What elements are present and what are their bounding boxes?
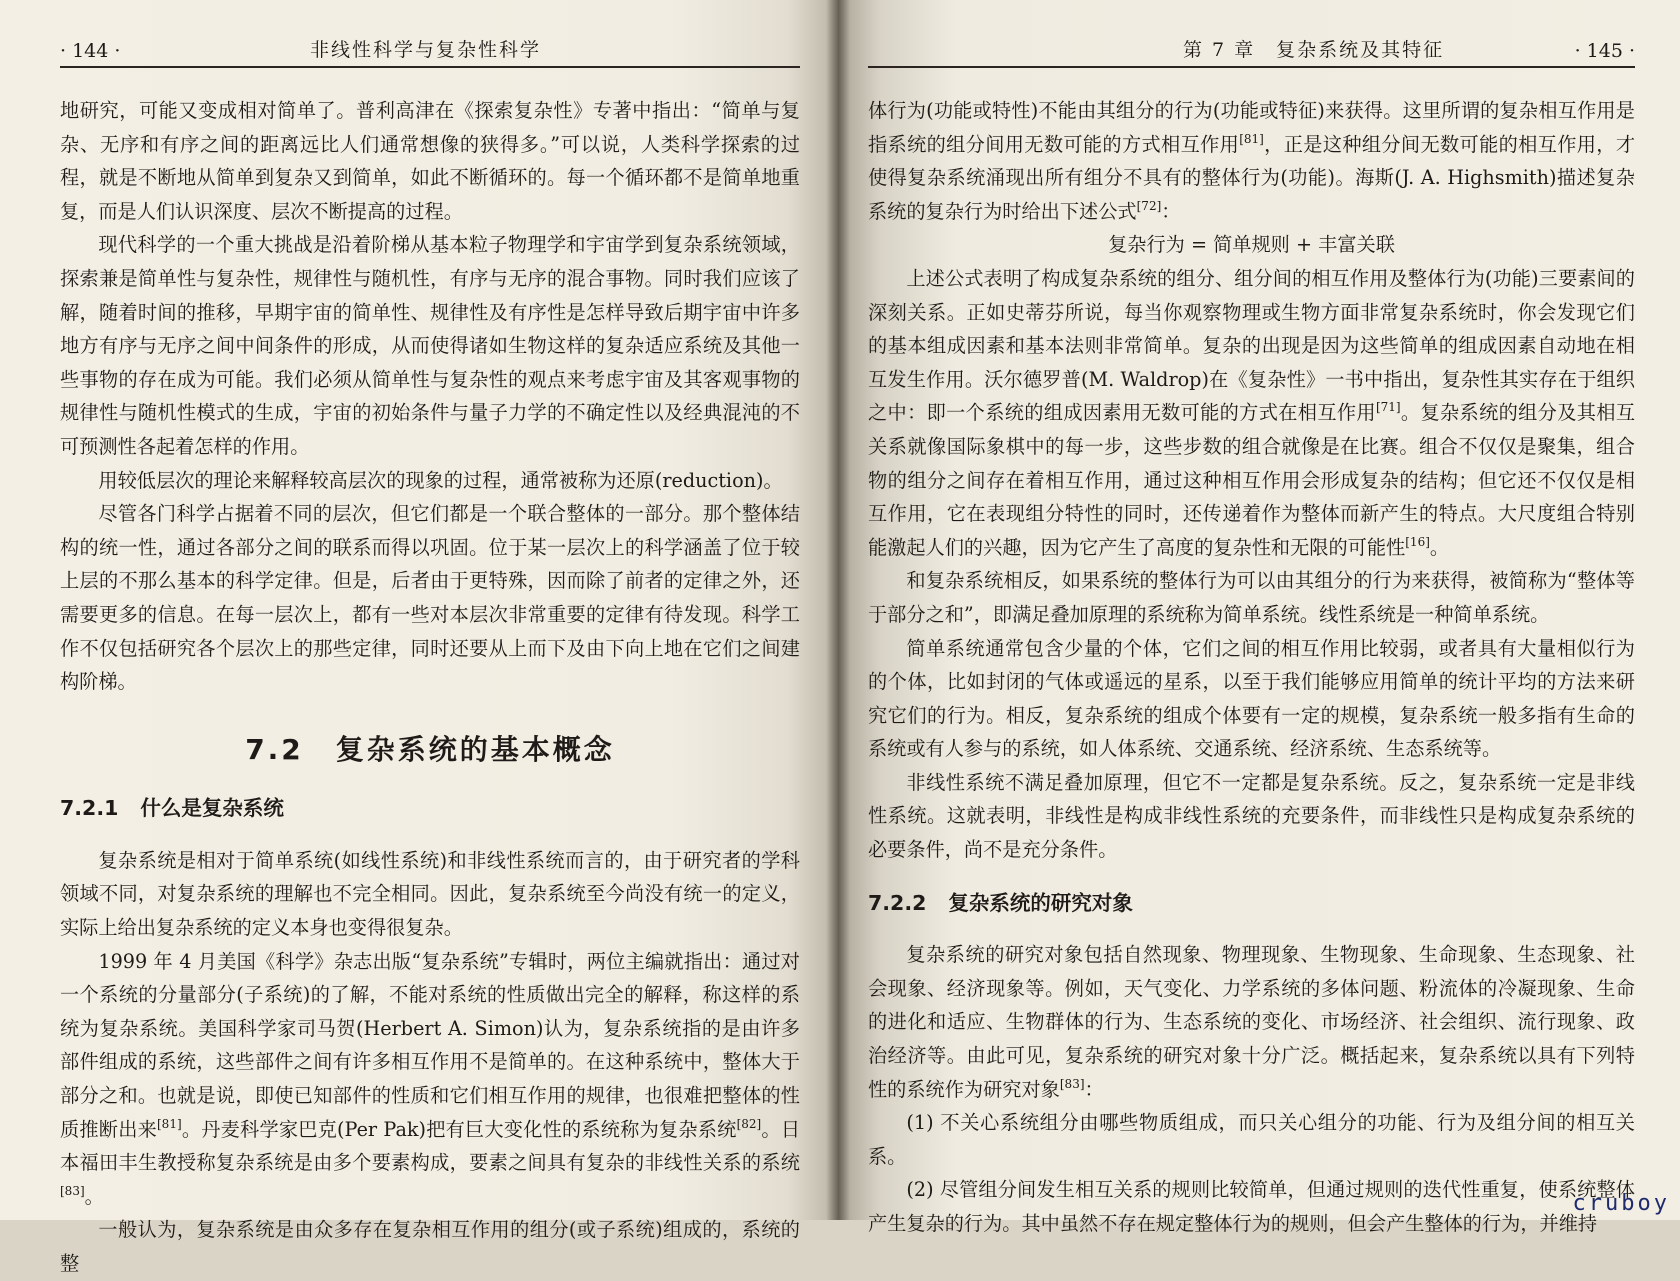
book-title-header: 非线性科学与复杂性科学 — [310, 39, 542, 61]
paragraph: 地研究，可能又变成相对简单了。普利高津在《探索复杂性》专著中指出：“简单与复杂、无序和有序之间的距离远比人们通常想像的狭得多。”可以说，人类科学探索的过程，就是不断地从简单到复杂又到简单，如此不断循环的。每一个循环都不是简单地重复，而是人们认识深度、层次不断提高的过程。 — [60, 99, 800, 223]
list-item: (1) 不关心系统组分由哪些物质组成，而只关心组分的功能、行为及组分间的相互关系。 — [868, 1111, 1635, 1168]
paragraph: 体行为(功能或特性)不能由其组分的行为(功能或特征)来获得。这里所谓的复杂相互作用是指系统的组分间用无数可能的方式相互作用[81]，正是这种组分间无数可能的相互作用，才使得复杂系统涌现出所有组分不具有的整体行为(功能)。海斯(J. A. Highsmith)描述复杂系统的复杂行为时给出下述公式[72]： — [868, 99, 1636, 223]
chapter-title-header: 第 7 章 复杂系统及其特征 — [1183, 39, 1445, 61]
right-page — [838, 0, 1680, 1235]
watermark-text: cruboy — [1572, 1191, 1670, 1216]
left-page-body — [60, 94, 800, 1281]
paragraph: 现代科学的一个重大挑战是沿着阶梯从基本粒子物理学和宇宙学到复杂系统领域，探索兼是简单性与复杂性，规律性与随机性，有序与无序的混合事物。同时我们应该了解，随着时间的推移，早期宇宙的简单性、规律性及有序性是怎样导致后期宇宙中许多地方有序与无序之间中间条件的形成，从而使得诸如生物这样的复杂适应系统及其他一些事物的存在成为可能。我们必须从简单性与复杂性的观点来考虑宇宙及其客观事物的规律性与随机性模式的生成，宇宙的初始条件与量子力学的不确定性以及经典混沌的不可预测性各起着怎样的作用。 — [60, 233, 800, 458]
section-heading — [60, 733, 800, 767]
formula: 复杂行为 = 简单规则 + 丰富关联 — [1108, 233, 1395, 257]
subsection-number: 7.2.2 — [868, 890, 927, 915]
citation: [81] — [1239, 131, 1264, 146]
paragraph: 复杂系统的研究对象包括自然现象、物理现象、生物现象、生命现象、生态现象、社会现象、经济现象等。例如，天气变化、力学系统的多体问题、粉流体的冷凝现象、生命的进化和适应、生物群体的行为、生态系统的变化、市场经济、社会组织、流行现象、政治经济等。由此可见，复杂系统的研究对象十分广泛。概括起来，复杂系统以具有下列特性的系统作为研究对象[83]： — [868, 943, 1635, 1101]
subsection-heading — [60, 792, 800, 826]
subsection-number: 7.2.1 — [60, 796, 119, 821]
citation: [71] — [1375, 400, 1401, 415]
citation: [83] — [1059, 1076, 1085, 1091]
paragraph: 1999 年 4 月美国《科学》杂志出版“复杂系统”专辑时，两位主编就指出：通过对一个系统的分量部分(子系统)的了解，不能对系统的性质做出完全的解释，称这样的系统为复杂系统。美国科学家司马贺(Herbert A. Simon)认为，复杂系统指的是由许多部件组成的系统，这些部件之间有许多相互作用不是简单的。在这种系统中，整体大于部分之和。也就是说，即使已知部件的性质和它们相互作用的规律，也很难把整体的性质推断出来[81]。丹麦科学家巴克(Per Pak)把有巨大变化性的系统称为复杂系统[82]。日本福田丰生教授称复杂系统是由多个要素构成，要素之间具有复杂的非线性关系的系统[83]。 — [60, 949, 801, 1208]
paragraph: 上述公式表明了构成复杂系统的组分、组分间的相互作用及整体行为(功能)三要素间的深刻关系。正如史蒂芬所说，每当你观察物理或生物方面非常复杂系统时，你会发现它们的基本组成因素和基本法则非常简单。复杂的出现是因为这些简单的组成因素自动地在相互发生作用。沃尔德罗普(M. Waldrop)在《复杂性》一书中指出，复杂性其实存在于组织之中：即一个系统的组成因素用无数可能的方式在相互作用[71]。复杂系统的组分及其相互关系就像国际象棋中的每一步，这些步数的组合就像是在比赛。组合不仅仅是聚集，组合物的组分之间存在着相互作用，通过这种相互作用会形成复杂的结构；但它还不仅仅是相互作用，它在表现组分特性的同时，还传递着作为整体而新产生的特点。大尺度组合特别能激起人们的兴趣，因为它产生了高度的复杂性和无限的可能性[16]。 — [868, 266, 1636, 559]
right-page-number: · 145 · — [1574, 40, 1635, 62]
left-page-number: · 144 · — [60, 40, 121, 62]
paragraph: 简单系统通常包含少量的个体，它们之间的相互作用比较弱，或者具有大量相似行为的个体，比如封闭的气体或遥远的星系，以至于我们能够应用简单的统计平均的方法来研究它们的行为。相反，复杂系统的组成个体要有一定的规模，复杂系统一般多指有生命的系统或有人参与的系统，如人体系统、交通系统、经济系统、生态系统等。 — [868, 636, 1635, 761]
right-running-header — [868, 0, 1635, 68]
citation: [83] — [60, 1183, 85, 1198]
paragraph: 非线性系统不满足叠加原理，但它不一定都是复杂系统。反之，复杂系统一定是非线性系统。这就表明，非线性是构成非线性系统的充要条件，而非线性只是构成复杂系统的必要条件，尚不是充分条件。 — [868, 770, 1635, 862]
paragraph: 一般认为，复杂系统是由众多存在复杂相互作用的组分(或子系统)组成的，系统的整 — [60, 1218, 800, 1275]
left-page — [0, 0, 838, 1275]
section-number: 7.2 — [245, 732, 304, 766]
subsection-heading — [868, 887, 1635, 921]
citation: [82] — [736, 1116, 762, 1131]
subsection-title: 复杂系统的研究对象 — [948, 890, 1133, 915]
book-gutter — [826, 0, 850, 1220]
subsection-title: 什么是复杂系统 — [140, 796, 284, 821]
left-running-header — [60, 0, 800, 68]
paragraph: 用较低层次的理论来解释较高层次的现象的过程，通常被称为还原(reduction)。 — [98, 468, 783, 492]
list-item: (2) 尽管组分间发生相互关系的规则比较简单，但通过规则的迭代性重复，使系统整体产生复杂的行为。其中虽然不存在规定整体行为的规则，但会产生整体的行为，并维持 — [868, 1178, 1635, 1235]
paragraph: 和复杂系统相反，如果系统的整体行为可以由其组分的行为来获得，被简称为“整体等于部分之和”，即满足叠加原理的系统称为简单系统。线性系统是一种简单系统。 — [868, 569, 1635, 626]
paragraph: 复杂系统是相对于简单系统(如线性系统)和非线性系统而言的，由于研究者的学科领域不同，对复杂系统的理解也不完全相同。因此，复杂系统至今尚没有统一的定义，实际上给出复杂系统的定义本身也变得很复杂。 — [60, 848, 800, 940]
citation: [16] — [1405, 534, 1430, 549]
right-page-body — [868, 94, 1635, 1241]
section-title: 复杂系统的基本概念 — [335, 732, 615, 766]
paragraph: 尽管各门科学占据着不同的层次，但它们都是一个联合整体的一部分。那个整体结构的统一性，通过各部分之间的联系而得以巩固。位于某一层次上的科学涵盖了位于较上层的不那么基本的科学定律。但是，后者由于更特殊，因而除了前者的定律之外，还需要更多的信息。在每一层次上，都有一些对本层次非常重要的定律有待发现。科学工作不仅包括研究各个层次上的那些定律，同时还要从上而下及由下向上地在它们之间建构阶梯。 — [60, 502, 800, 694]
citation: [81] — [157, 1116, 182, 1131]
citation: [72] — [1136, 198, 1162, 213]
